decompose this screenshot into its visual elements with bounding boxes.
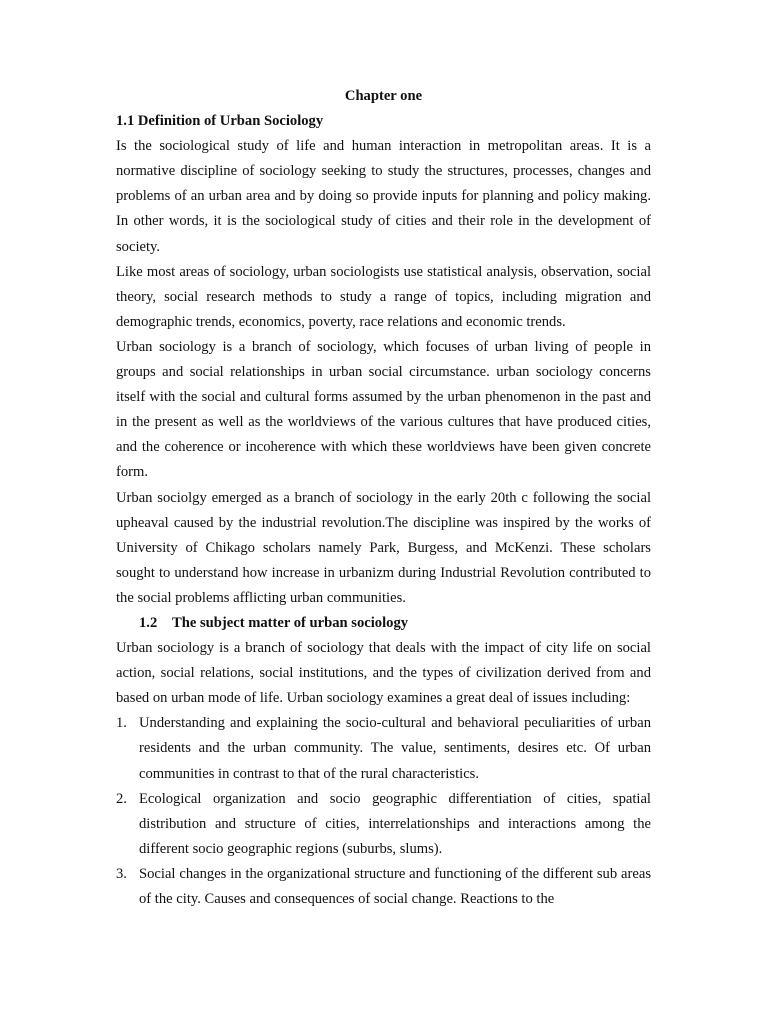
- paragraph-history: Urban sociolgy emerged as a branch of sociology in the early 20th c following the social upheaval caused by the industrial revolution.The discipline was inspired by the works of University of Chikago scholars namely Park, Burgess, and McKenzi. These scholars sought to understand how increase in urbanizm during Industrial Revolution contributed to the social problems afflicting urban communities.: [116, 489, 651, 606]
- list-item: [116, 862, 651, 912]
- paragraph-branch: Urban sociology is a branch of sociology, which focuses of urban living of people in groups and social relationships in urban social circumstance. urban sociology concerns itself with the social and cultural forms assumed by the urban phenomenon in the past and in the present as well as the worldviews of the various cultures that have produced cities, and the coherence or incoherence with which these worldviews have been given concrete form.: [116, 338, 651, 481]
- list-item-text: Social changes in the organizational structure and functioning of the different sub areas of the city. Causes and consequences of social change. Reactions to the: [139, 865, 651, 907]
- list-item-number: 3.: [116, 865, 127, 882]
- paragraph-definition: Is the sociological study of life and human interaction in metropolitan areas. It is a normative discipline of sociology seeking to study the structures, processes, changes and problems of an urban area and by doing so provide inputs for planning and policy making. In other words, it is the sociological study of cities and their role in the development of society.: [116, 138, 651, 255]
- section-heading-subject-matter: [116, 611, 651, 636]
- list-item-number: 1.: [116, 715, 127, 732]
- list-item: [116, 787, 651, 862]
- issues-list: [116, 711, 651, 912]
- list-item-text: Understanding and explaining the socio-cultural and behavioral peculiarities of urban residents and the urban community. The value, sentiments, desires etc. Of urban communities in contrast to that of the rural characteristics.: [139, 715, 651, 782]
- section-heading-definition: 1.1 Definition of Urban Sociology: [116, 113, 324, 130]
- list-item-text: Ecological organization and socio geographic differentiation of cities, spatial distribution and structure of cities, interrelationships and interactions among the different socio geographic regions (suburbs, slums).: [139, 790, 651, 857]
- section-number: 1.2: [139, 614, 158, 631]
- document-page: [116, 84, 651, 912]
- section-title: The subject matter of urban sociology: [172, 614, 409, 631]
- chapter-title: Chapter one: [344, 88, 423, 104]
- list-item-number: 2.: [116, 790, 127, 807]
- paragraph-methods: Like most areas of sociology, urban sociologists use statistical analysis, observation, social theory, social research methods to study a range of topics, including migration and demographic trends, economics, poverty, race relations and economic trends.: [116, 263, 651, 330]
- list-item: [116, 711, 651, 786]
- paragraph-subject-intro: Urban sociology is a branch of sociology that deals with the impact of city life on social action, social relations, social institutions, and the types of civilization derived from and based on urban mode of life. Urban sociology examines a great deal of issues including:: [116, 640, 651, 707]
